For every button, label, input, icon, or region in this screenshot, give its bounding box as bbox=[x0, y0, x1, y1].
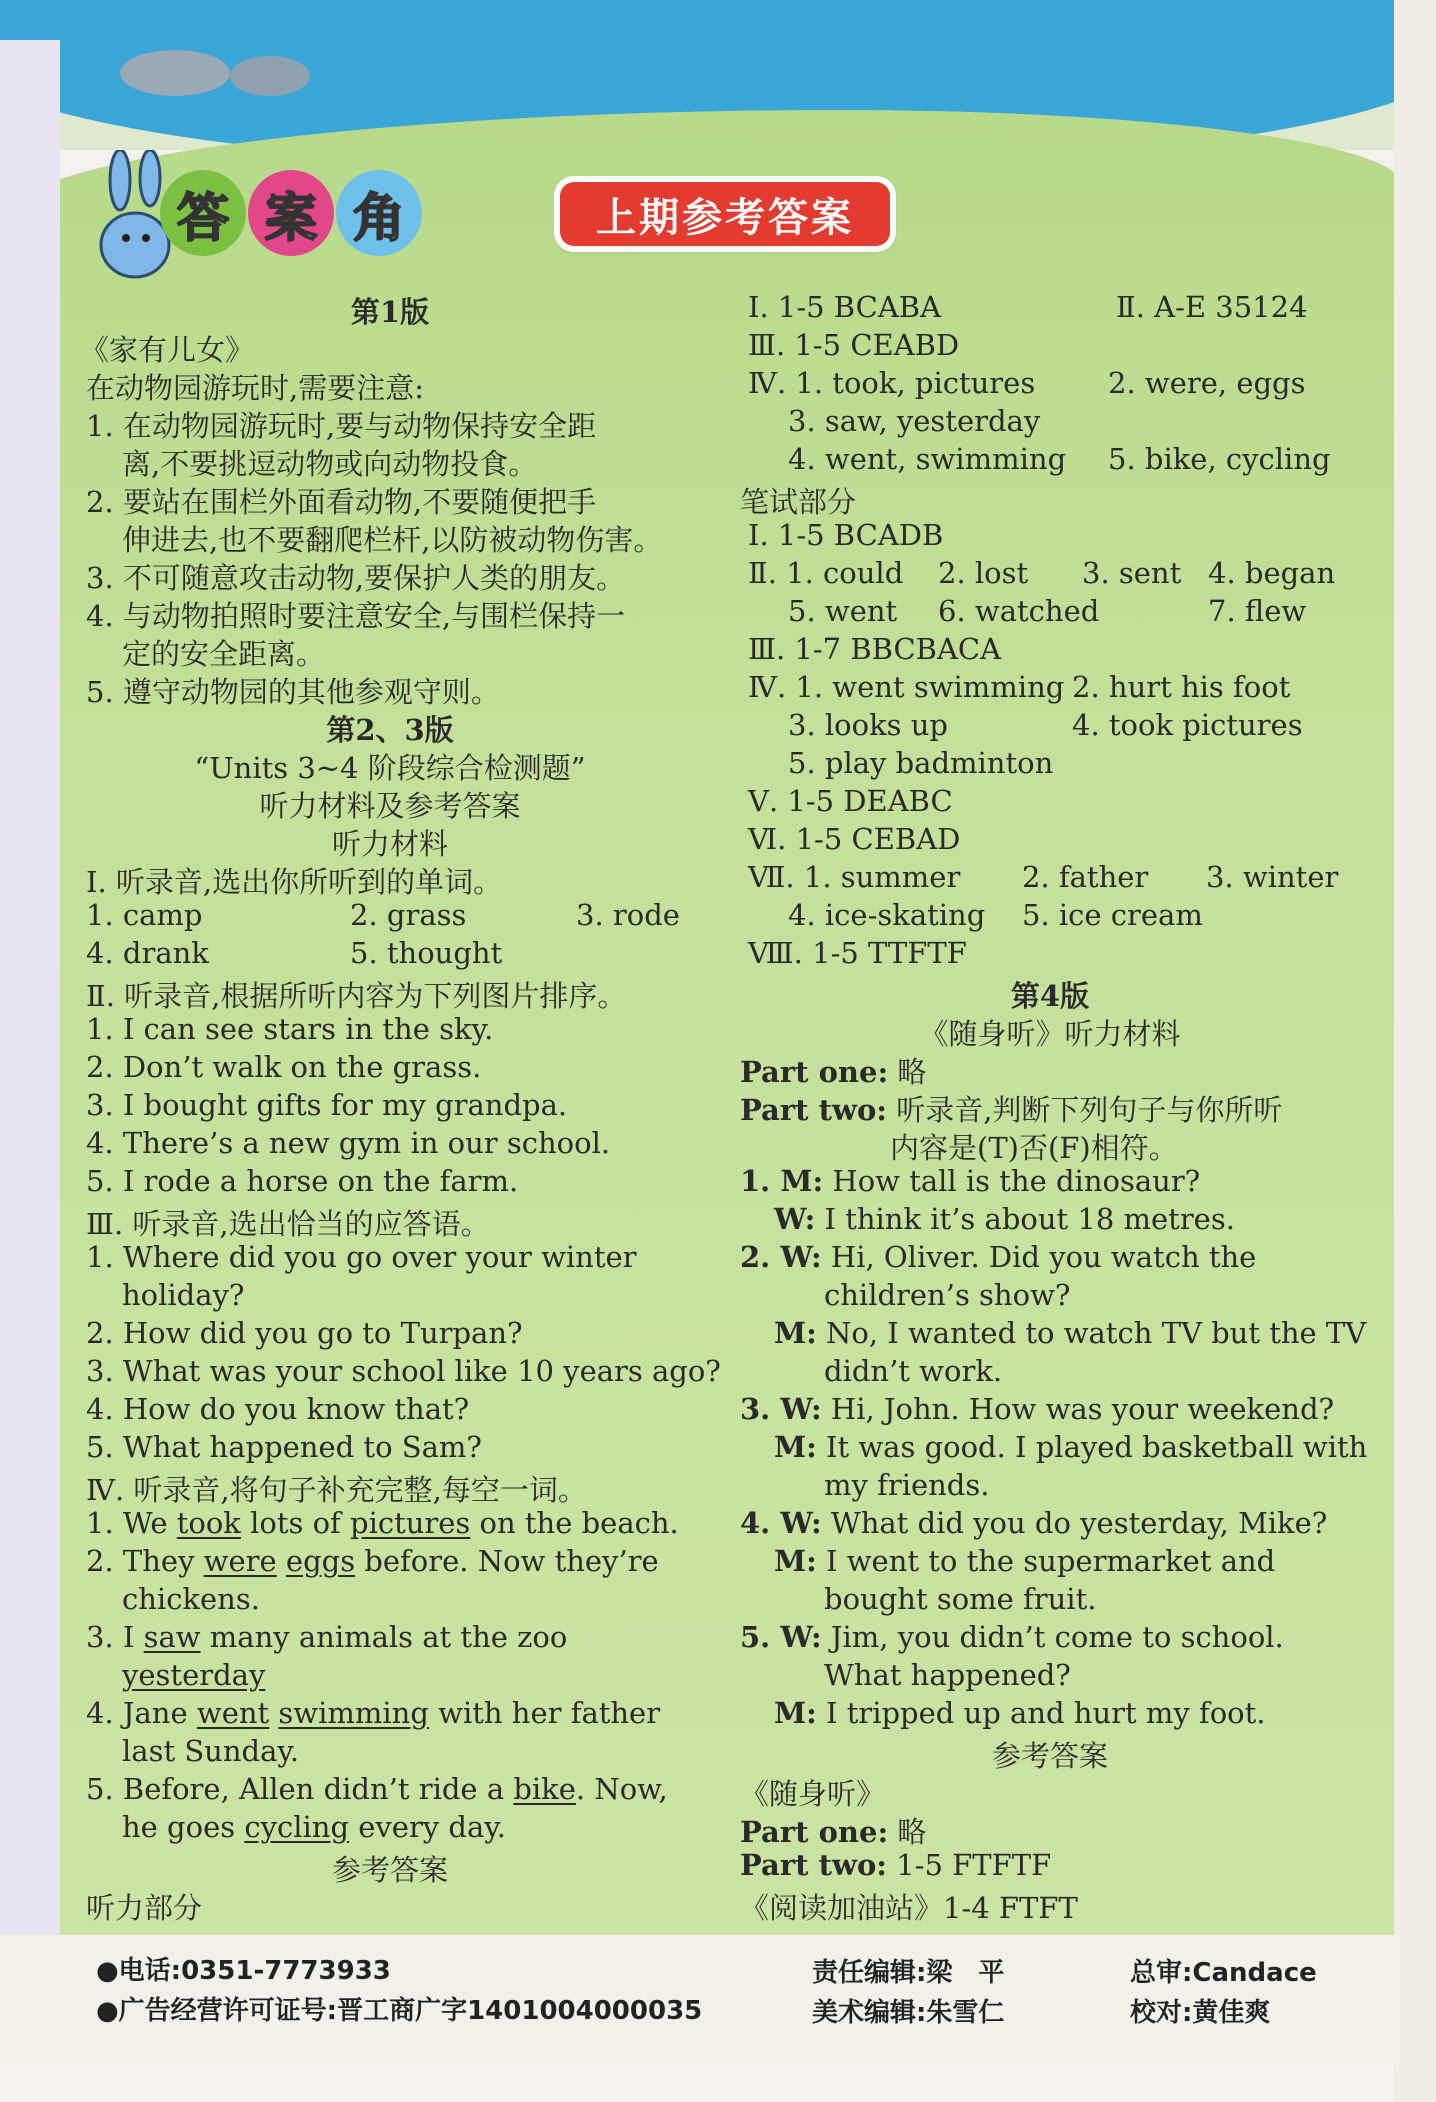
text-line: Part two: 听录音,判断下列句子与你所听 bbox=[740, 1093, 1283, 1127]
text-line: 5. ice cream bbox=[1022, 898, 1203, 932]
text-line: Ⅲ. 听录音,选出恰当的应答语。 bbox=[86, 1207, 490, 1241]
text-line: children’s show? bbox=[824, 1278, 1071, 1312]
text-line: 2. lost bbox=[938, 556, 1029, 590]
text-line: 1. I can see stars in the sky. bbox=[86, 1012, 494, 1046]
text-line: 伸进去,也不要翻爬栏杆,以防被动物伤害。 bbox=[122, 523, 663, 557]
text-line: 2. father bbox=[1022, 860, 1149, 894]
text-line: Ⅱ. 听录音,根据所听内容为下列图片排序。 bbox=[86, 979, 627, 1013]
text-line: 3. winter bbox=[1206, 860, 1339, 894]
text-line: 2. hurt his foot bbox=[1072, 670, 1291, 704]
text-line: 3. I saw many animals at the zoo bbox=[86, 1620, 568, 1654]
river-stone bbox=[120, 50, 230, 96]
footer-art-editor: 美术编辑:朱雪仁 bbox=[812, 1998, 1005, 2028]
text-line: 5. What happened to Sam? bbox=[86, 1430, 482, 1464]
text-line: Ⅰ. 听录音,选出你所听到的单词。 bbox=[86, 865, 503, 899]
text-line: 1. M: How tall is the dinosaur? bbox=[740, 1164, 1201, 1198]
text-line: 5. I rode a horse on the farm. bbox=[86, 1164, 519, 1198]
text-line: 听力材料 bbox=[331, 827, 448, 861]
text-line: he goes cycling every day. bbox=[122, 1810, 507, 1844]
text-line: Part one: 略 bbox=[740, 1815, 927, 1849]
footer-phone: ●电话:0351-7773933 bbox=[96, 1956, 391, 1986]
text-line: holiday? bbox=[122, 1278, 245, 1312]
text-line: 2. were, eggs bbox=[1108, 366, 1306, 400]
text-line: 1. 在动物园游玩时,要与动物保持安全距 bbox=[86, 409, 597, 443]
text-line: 3. 不可随意攻击动物,要保护人类的朋友。 bbox=[86, 561, 626, 595]
text-line: What happened? bbox=[824, 1658, 1071, 1692]
text-line: 《随身听》听力材料 bbox=[919, 1017, 1181, 1051]
text-line: Ⅱ. A-E 35124 bbox=[1116, 290, 1308, 324]
text-line: 4. W: What did you do yesterday, Mike? bbox=[740, 1506, 1328, 1540]
text-line: 听力部分 bbox=[86, 1891, 203, 1925]
text-line: 6. watched bbox=[938, 594, 1100, 628]
text-line: 4. went, swimming bbox=[788, 442, 1067, 476]
text-line: Ⅳ. 1. took, pictures bbox=[748, 366, 1036, 400]
text-line: 在动物园游玩时,需要注意: bbox=[86, 371, 424, 405]
text-line: 4. Jane went swimming with her father bbox=[86, 1696, 661, 1730]
text-line: 4. 与动物拍照时要注意安全,与围栏保持一 bbox=[86, 599, 626, 633]
footer-proofreader: 校对:黄佳爽 bbox=[1130, 1998, 1271, 2028]
text-line: 听力材料及参考答案 bbox=[259, 789, 521, 823]
text-line: yesterday bbox=[122, 1658, 266, 1692]
text-line: Ⅳ. 听录音,将句子补充完整,每空一词。 bbox=[86, 1473, 587, 1507]
previous-answers-banner: 上期参考答案 bbox=[560, 182, 890, 246]
answer-corner-title bbox=[80, 150, 420, 290]
balloon-3: 角 bbox=[336, 170, 422, 256]
river-stone bbox=[230, 56, 310, 96]
text-line: 《阅读加油站》1-4 FTFT bbox=[740, 1891, 1078, 1925]
text-line: 2. 要站在围栏外面看动物,不要随便把手 bbox=[86, 485, 597, 519]
balloon-1: 答 bbox=[160, 170, 246, 256]
footer-editor: 责任编辑:梁 平 bbox=[812, 1958, 1005, 1988]
text-line: 7. flew bbox=[1208, 594, 1307, 628]
text-line: 4. How do you know that? bbox=[86, 1392, 470, 1426]
text-line: 2. grass bbox=[350, 898, 467, 932]
text-line: 2. How did you go to Turpan? bbox=[86, 1316, 523, 1350]
text-line: 4. began bbox=[1208, 556, 1336, 590]
text-line: Ⅴ. 1-5 DEABC bbox=[748, 784, 953, 818]
text-line: 笔试部分 bbox=[740, 485, 857, 519]
text-line: 4. took pictures bbox=[1072, 708, 1303, 742]
text-line: M: It was good. I played basketball with bbox=[774, 1430, 1368, 1464]
text-line: M: No, I wanted to watch TV but the TV bbox=[774, 1316, 1367, 1350]
text-line: 5. bike, cycling bbox=[1108, 442, 1331, 476]
text-line: 2. They were eggs before. Now they’re bbox=[86, 1544, 659, 1578]
text-line: Ⅰ. 1-5 BCADB bbox=[748, 518, 944, 552]
text-line: Ⅲ. 1-5 CEABD bbox=[748, 328, 960, 362]
text-line: 《随身听》 bbox=[740, 1777, 886, 1811]
text-line: 参考答案 bbox=[991, 1739, 1108, 1773]
text-line: Ⅰ. 1-5 BCABA bbox=[748, 290, 942, 324]
text-line: 3. rode bbox=[576, 898, 680, 932]
text-line: 4. There’s a new gym in our school. bbox=[86, 1126, 611, 1160]
section-heading: 第4版 bbox=[1010, 979, 1090, 1013]
text-line: Ⅵ. 1-5 CEBAD bbox=[748, 822, 961, 856]
section-heading: 第2、3版 bbox=[326, 713, 454, 747]
section-heading: 第1版 bbox=[350, 295, 430, 329]
text-line: Ⅶ. 1. summer bbox=[748, 860, 961, 894]
text-line: 5. play badminton bbox=[788, 746, 1054, 780]
text-line: 1. camp bbox=[86, 898, 203, 932]
text-line: chickens. bbox=[122, 1582, 260, 1616]
text-line: 4. drank bbox=[86, 936, 209, 970]
text-line: 5. W: Jim, you didn’t come to school. bbox=[740, 1620, 1284, 1654]
text-line: 3. saw, yesterday bbox=[788, 404, 1041, 438]
text-line: 1. Where did you go over your winter bbox=[86, 1240, 637, 1274]
text-line: bought some fruit. bbox=[824, 1582, 1097, 1616]
text-line: 5. went bbox=[788, 594, 898, 628]
footer-license: ●广告经营许可证号:晋工商广字1401004000035 bbox=[96, 1996, 703, 2026]
text-line: M: I tripped up and hurt my foot. bbox=[774, 1696, 1266, 1730]
text-line: 定的安全距离。 bbox=[122, 637, 326, 671]
text-line: 3. W: Hi, John. How was your weekend? bbox=[740, 1392, 1335, 1426]
text-line: 3. I bought gifts for my grandpa. bbox=[86, 1088, 568, 1122]
right-edge-strip bbox=[1394, 0, 1436, 2102]
text-line: 5. 遵守动物园的其他参观守则。 bbox=[86, 675, 500, 709]
text-line: Part two: 1-5 FTFTF bbox=[740, 1848, 1052, 1882]
text-line: M: I went to the supermarket and bbox=[774, 1544, 1276, 1578]
text-line: 《家有儿女》 bbox=[80, 333, 255, 367]
balloon-2: 案 bbox=[248, 170, 334, 256]
left-edge-strip bbox=[0, 40, 60, 1940]
text-line: 5. Before, Allen didn’t ride a bike. Now, bbox=[86, 1772, 668, 1806]
text-line: W: I think it’s about 18 metres. bbox=[774, 1202, 1235, 1236]
footer-chief: 总审:Candace bbox=[1130, 1958, 1317, 1988]
text-line: 5. thought bbox=[350, 936, 503, 970]
text-line: 3. sent bbox=[1082, 556, 1182, 590]
text-line: 3. What was your school like 10 years ago? bbox=[86, 1354, 721, 1388]
text-line: 4. ice-skating bbox=[788, 898, 986, 932]
text-line: Part one: 略 bbox=[740, 1055, 927, 1089]
text-line: “Units 3~4 阶段综合检测题” bbox=[194, 751, 586, 785]
text-line: 离,不要挑逗动物或向动物投食。 bbox=[122, 447, 538, 481]
text-line: my friends. bbox=[824, 1468, 990, 1502]
text-line: Ⅳ. 1. went swimming bbox=[748, 670, 1065, 704]
text-line: 3. looks up bbox=[788, 708, 948, 742]
text-line: 参考答案 bbox=[331, 1853, 448, 1887]
text-line: Ⅷ. 1-5 TTFTF bbox=[748, 936, 967, 970]
text-line: last Sunday. bbox=[122, 1734, 300, 1768]
text-line: 内容是(T)否(F)相符。 bbox=[890, 1131, 1178, 1165]
text-line: Ⅱ. 1. could bbox=[748, 556, 904, 590]
text-line: 1. We took lots of pictures on the beach. bbox=[86, 1506, 679, 1540]
text-line: 2. W: Hi, Oliver. Did you watch the bbox=[740, 1240, 1257, 1274]
text-line: Ⅲ. 1-7 BBCBACA bbox=[748, 632, 1002, 666]
text-line: didn’t work. bbox=[824, 1354, 1003, 1388]
text-line: 2. Don’t walk on the grass. bbox=[86, 1050, 482, 1084]
